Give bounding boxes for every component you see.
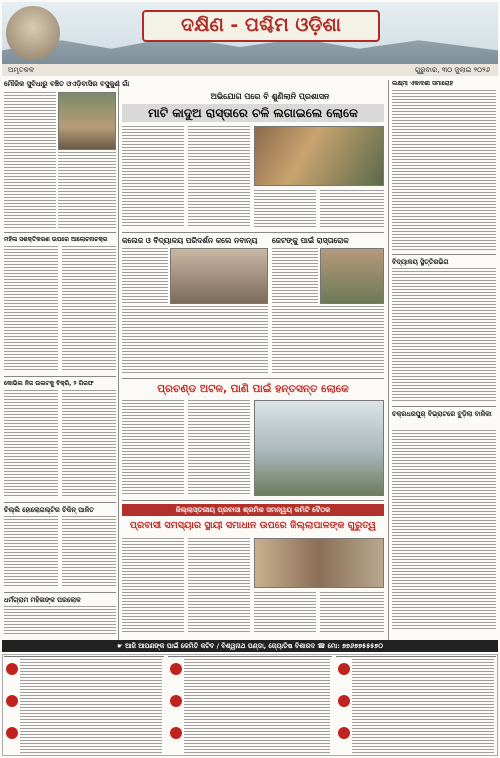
article-text — [4, 92, 56, 228]
photo-left-1 — [58, 92, 116, 150]
article-text — [122, 306, 268, 374]
article-text — [254, 190, 316, 228]
article-text — [320, 592, 384, 634]
article-text — [62, 246, 116, 372]
masthead-title: ଦକ୍ଷିଣ - ପଶ୍ଚିମ ଓଡ଼ିଶା — [181, 14, 341, 36]
divider — [392, 254, 496, 255]
masthead-portrait — [6, 6, 60, 60]
photo-water-tank — [254, 400, 384, 496]
horoscope-text — [352, 659, 494, 753]
zodiac-icon — [6, 727, 18, 739]
photo-meeting — [254, 538, 384, 588]
horoscope-column — [4, 656, 164, 754]
article-text — [4, 606, 116, 634]
divider — [4, 592, 116, 593]
headline-mid-2b: ଜେଟଙ୍କୁ ପାଇଁ ରାସ୍ତାରୋକ — [272, 236, 349, 245]
headline-left-1: ମୌଜିକ ସୁବିଧାରୁ ବଞ୍ଚିତ ଓଏଡ଼ିବାସିର ବସୁକୁଣ ଗାଁ — [4, 80, 130, 88]
photo-lead — [254, 126, 384, 186]
article-text — [62, 390, 116, 498]
horoscope-text — [20, 659, 162, 753]
divider — [4, 502, 116, 503]
kicker-2: ଜିଲ୍ଲାସ୍ତରୀୟ ପ୍ରବାସୀ ଶ୍ରମିକ ସମନ୍ୱୟ କମିଟି ବୈଠକ — [122, 504, 384, 516]
headline-right-1: ଲକ୍ଷ୍ମୀ ଏକାଦଶୀ ସମାରୋହ — [392, 80, 454, 87]
article-text — [4, 246, 58, 372]
dateline — [2, 64, 498, 76]
divider — [392, 406, 496, 407]
article-text — [122, 126, 184, 228]
article-text — [188, 538, 250, 634]
horoscope-text — [184, 659, 330, 753]
headline-right-2: ବିଦ୍ୟାଳୟ ସ୍ଥିତ୍ତିରଭିଗ — [392, 258, 449, 266]
divider — [122, 378, 384, 379]
zodiac-icon — [170, 727, 182, 739]
headline-left-2: ମହିଳା ସଶକ୍ତିକରଣ ଉପରେ ଆଲୋଚନାଚକ୍ର — [4, 236, 108, 243]
masthead — [2, 2, 498, 64]
kicker: ଅଭିଯୋଗ ପରେ ବି ଶୁଣିଲାନି ପ୍ରଶାସନ — [210, 92, 330, 101]
headline-right-3: ଚକ୍ରଧରପୁର୍ ବିଭ୍ରାଟରେ ବୁଡ଼ିଲା ବାଳିକା — [392, 410, 492, 418]
article-text — [122, 248, 168, 304]
article-text — [4, 516, 58, 588]
lead-headline: ମାଟି କାଦୁଅ ରାସ୍ତାରେ ଚଳି ଲଗାଇଲେ ଲୋକେ — [122, 104, 384, 122]
horoscope-column — [336, 656, 496, 754]
article-text — [320, 190, 384, 228]
divider — [122, 500, 384, 501]
article-text — [392, 430, 496, 630]
horoscope-column — [168, 656, 332, 754]
article-text — [62, 516, 116, 588]
article-text — [188, 126, 250, 228]
zodiac-icon — [170, 663, 182, 675]
article-text — [58, 152, 116, 228]
column-rule — [388, 80, 389, 640]
divider — [122, 232, 384, 233]
zodiac-icon — [6, 663, 18, 675]
article-text — [122, 538, 184, 634]
zodiac-icon — [338, 663, 350, 675]
article-text — [4, 390, 58, 498]
photo-mid-2b — [320, 248, 384, 304]
zodiac-icon — [6, 695, 18, 707]
article-text — [122, 400, 184, 496]
article-text — [272, 306, 384, 374]
headline-mid-2a: କଲେଜ ଓ ବିଦ୍ୟାଳୟ ପରିଦର୍ଶନ କଲେ ନବାନ୍ୟ — [122, 236, 258, 245]
zodiac-icon — [338, 695, 350, 707]
astrology-banner: ☛ ଆଜି ଆପଣଙ୍କ ପାଇଁ କେମିତି କଟିବ / ବିଶ୍ୱନାଥ ପଣ୍ଡା, ଜ୍ୟୋତିଷ ବିଶାରଦ ☎ ମୋ: ୭୭୬୭୭୫୫୫୭୦ — [2, 640, 498, 652]
lead-headline-2: ପ୍ରବାସୀ ସମସ୍ୟାର ସ୍ଥାୟୀ ସମାଧାନ ଉପରେ ଜିଲ୍ଲାପାଳଙ୍କ ଗୁରୁତ୍ୱ — [129, 520, 377, 531]
article-text — [392, 268, 496, 402]
column-rule — [118, 80, 119, 640]
article-text — [392, 90, 496, 250]
issue-date: ଗୁରୁବାର, ୩୦ ଜୁଲାଇ ୨୦୨୬ — [414, 66, 490, 74]
headline-mid-3: ପ୍ରଚଣ୍ଡ ଅଟଳ, ପାଣି ପାଇଁ ହନ୍ତସନ୍ତ ଲୋକେ — [157, 383, 349, 395]
article-text — [254, 592, 316, 634]
divider — [4, 232, 116, 233]
photo-mid-2a — [170, 248, 268, 304]
divider — [4, 376, 116, 377]
article-text — [188, 400, 250, 496]
zodiac-icon — [338, 727, 350, 739]
headline-left-3: କୋଭିଲ ନିଜ ଉଲଟକୁ ବିକ୍ରି, ୨ ଗିରଫ — [4, 380, 94, 387]
headline-left-5: ଧର୍ମଗ୍ରାମ ମହିଳାଙ୍କ ପରଲୋକ — [4, 596, 81, 604]
page-label: ଅମୃତକଳ — [8, 66, 34, 74]
zodiac-icon — [170, 695, 182, 707]
article-text — [272, 248, 318, 304]
headline-left-4: ଚିଲ୍ଲି ହୋଲୋଗଲ୍ଟିର ଚିକିନ୍ ପାଳିତ — [4, 506, 94, 514]
